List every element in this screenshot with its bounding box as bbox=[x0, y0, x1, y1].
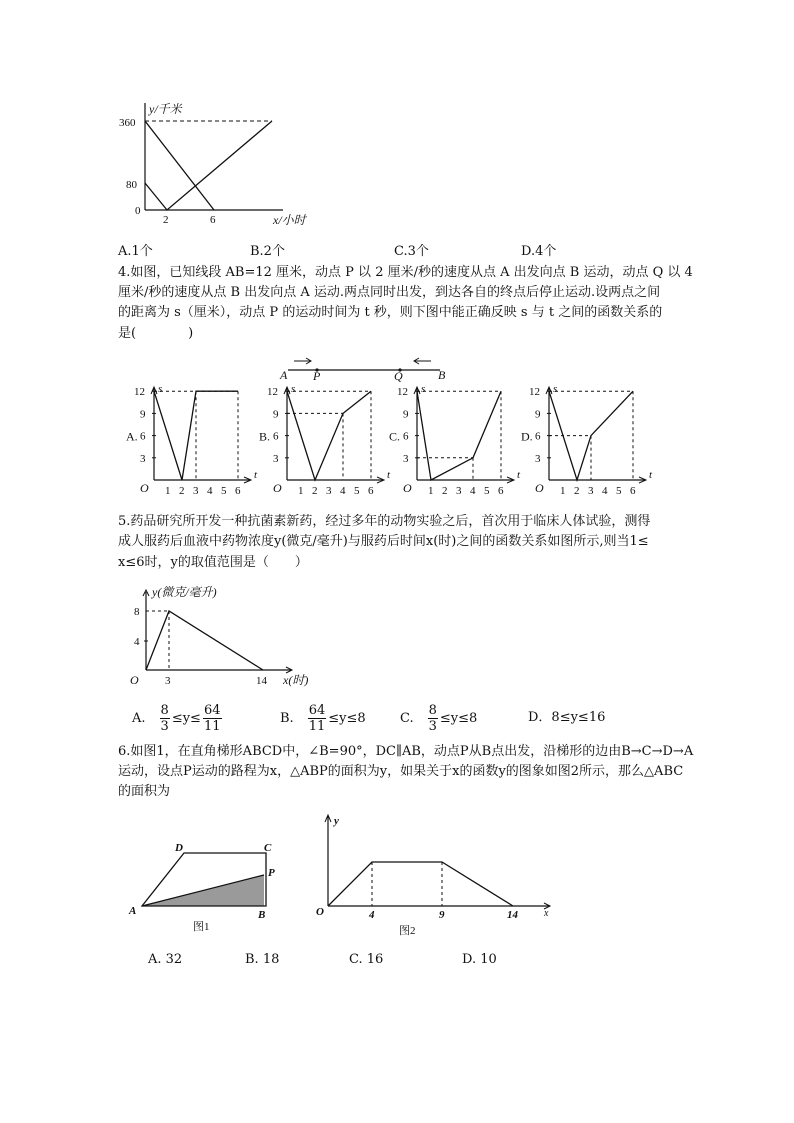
y-tick-label: 12 bbox=[397, 386, 408, 399]
data-line bbox=[287, 391, 371, 480]
q5-x-label: x(时) bbox=[283, 673, 309, 687]
q5-y-tick: 8 bbox=[134, 606, 140, 618]
fig1-label-p: P bbox=[268, 867, 275, 879]
fig1-label-d: D bbox=[175, 842, 183, 854]
fig2-caption: 图2 bbox=[399, 925, 416, 937]
y-tick-label: 6 bbox=[403, 430, 409, 443]
q5-x-tick: 3 bbox=[165, 675, 171, 687]
fig2-origin: O bbox=[316, 906, 324, 918]
q6-figure1 bbox=[120, 840, 290, 935]
q5-y-tick: 4 bbox=[134, 636, 140, 648]
y-tick-label: 6 bbox=[140, 430, 146, 443]
x-tick-label: 1 bbox=[560, 485, 566, 497]
fig2-x-tick: 4 bbox=[369, 909, 375, 921]
axis-t-label: t bbox=[517, 469, 521, 481]
fig1-label-b: B bbox=[258, 909, 266, 921]
q6-line: 的面积为 bbox=[118, 784, 171, 799]
q6-option-b: B. 18 bbox=[245, 952, 280, 967]
x-tick-label: 5 bbox=[484, 485, 490, 497]
fig2-curve bbox=[328, 862, 513, 906]
q3-y-tick: 80 bbox=[126, 179, 137, 191]
q4-line: 的距离为 s（厘米），动点 P 的运动时间为 t 秒，则下图中能正确反映 s 与 t 之间的函数关系的 bbox=[118, 305, 663, 320]
q3-option-c: C.3个 bbox=[394, 244, 429, 259]
x-tick-label: 2 bbox=[312, 485, 318, 497]
x-tick-label: 4 bbox=[207, 485, 213, 497]
q3-x-tick: 6 bbox=[210, 214, 216, 226]
x-tick-label: 4 bbox=[340, 485, 346, 497]
origin-label: O bbox=[535, 481, 544, 495]
q6-option-a: A. 32 bbox=[148, 952, 183, 967]
q3-y-label: y/千米 bbox=[149, 102, 182, 116]
q5-option-b: B. $\frac{64}{11}$ ≤y≤8 bbox=[280, 702, 366, 734]
x-tick-label: 4 bbox=[470, 485, 476, 497]
q6-option-d: D. 10 bbox=[462, 952, 497, 967]
q6-option-c: C. 16 bbox=[349, 952, 384, 967]
y-tick-label: 9 bbox=[273, 408, 279, 421]
q3-graph bbox=[115, 95, 315, 235]
q3-x-tick: 2 bbox=[163, 214, 169, 226]
y-tick-label: 6 bbox=[273, 430, 279, 443]
fig1-caption: 图1 bbox=[193, 921, 210, 933]
q5-y-label: y(微克/毫升) bbox=[152, 585, 217, 599]
origin-label: O bbox=[273, 481, 282, 495]
q3-line2 bbox=[145, 121, 272, 210]
q5-origin: O bbox=[130, 673, 139, 687]
segment-label-q: Q bbox=[394, 369, 403, 383]
x-tick-label: 2 bbox=[179, 485, 185, 497]
q4-graph-d bbox=[515, 380, 665, 495]
fig2-x-tick: 14 bbox=[507, 909, 518, 921]
y-tick-label: 3 bbox=[273, 452, 279, 465]
q5-line: 5.药品研究所开发一种抗菌素新药，经过多年的动物实验之后，首次用于临床人体试验，测得 bbox=[118, 514, 651, 529]
q5-line: 成人服药后血液中药物浓度y(微克/毫升)与服药后时间x(时)之间的函数关系如图所示,则当1≤ bbox=[118, 534, 649, 549]
fig2-x-label: x bbox=[544, 908, 549, 919]
axis-t-label: t bbox=[387, 469, 391, 481]
origin-label: O bbox=[140, 481, 149, 495]
fig2-y-label: y bbox=[334, 815, 339, 827]
x-tick-label: 5 bbox=[616, 485, 622, 497]
x-tick-label: 1 bbox=[165, 485, 171, 497]
segment-label-a: A bbox=[280, 368, 288, 382]
graph-letter: A. bbox=[126, 429, 138, 444]
q4-line: 是( ) bbox=[118, 326, 194, 341]
x-tick-label: 3 bbox=[588, 485, 594, 497]
axis-t-label: t bbox=[254, 469, 258, 481]
axis-s-label: s bbox=[291, 383, 296, 395]
y-tick-label: 12 bbox=[267, 386, 278, 399]
q5-curve bbox=[146, 611, 263, 670]
q6-line: 6.如图1，在直角梯形ABCD中，∠B=90°，DC∥AB，动点P从B点出发，沿梯形的边由B→C→D→A bbox=[118, 744, 694, 759]
q3-y-tick: 360 bbox=[119, 117, 136, 129]
q4-graph-b bbox=[253, 380, 403, 495]
graph-letter: D. bbox=[521, 429, 533, 444]
q6-figure2 bbox=[310, 810, 560, 940]
x-tick-label: 6 bbox=[498, 485, 504, 497]
q5-x-tick: 14 bbox=[256, 675, 267, 687]
graph-letter: C. bbox=[389, 429, 401, 444]
axis-t-label: t bbox=[649, 469, 653, 481]
q3-option-d: D.4个 bbox=[521, 244, 557, 259]
axis-s-label: s bbox=[421, 383, 426, 395]
x-tick-label: 1 bbox=[428, 485, 434, 497]
fig1-label-c: C bbox=[264, 842, 272, 854]
q5-graph bbox=[120, 582, 330, 692]
y-tick-label: 9 bbox=[535, 408, 541, 421]
origin-label: O bbox=[403, 481, 412, 495]
x-tick-label: 3 bbox=[456, 485, 462, 497]
x-tick-label: 5 bbox=[221, 485, 227, 497]
y-tick-label: 3 bbox=[535, 452, 541, 465]
q3-option-b: B.2个 bbox=[250, 244, 285, 259]
q4-segment-diagram bbox=[280, 355, 460, 381]
q6-line: 运动，设点P运动的路程为x，△ABP的面积为y，如果关于x的函数y的图象如图2所示，那么△ABC bbox=[118, 764, 684, 779]
fig2-x-tick: 9 bbox=[439, 909, 445, 921]
axis-s-label: s bbox=[158, 383, 163, 395]
x-tick-label: 2 bbox=[574, 485, 580, 497]
y-tick-label: 12 bbox=[529, 386, 540, 399]
segment-label-b: B bbox=[438, 368, 446, 382]
q5-option-d: D．8≤y≤16 bbox=[528, 710, 606, 725]
x-tick-label: 2 bbox=[442, 485, 448, 497]
x-tick-label: 5 bbox=[354, 485, 360, 497]
q5-option-c: C. $\frac{8}{3}$ ≤y≤8 bbox=[400, 702, 478, 734]
q3-option-a: A.1个 bbox=[118, 244, 153, 259]
q4-graph-a bbox=[120, 380, 270, 495]
segment-label-p: P bbox=[313, 369, 321, 383]
axis-s-label: s bbox=[553, 383, 558, 395]
x-tick-label: 1 bbox=[298, 485, 304, 497]
x-tick-label: 4 bbox=[602, 485, 608, 497]
y-tick-label: 6 bbox=[535, 430, 541, 443]
q3-y-tick: 0 bbox=[135, 205, 141, 217]
fig1-label-a: A bbox=[129, 905, 137, 917]
q4-line: 厘米/秒的速度从点 B 出发向点 A 运动.两点同时出发，到达各自的终点后停止运动.设两点之间 bbox=[118, 285, 661, 300]
x-tick-label: 3 bbox=[326, 485, 332, 497]
q4-line: 4.如图，已知线段 AB=12 厘米，动点 P 以 2 厘米/秒的速度从点 A 出发向点 B 运动，动点 Q 以 4 bbox=[118, 265, 693, 280]
y-tick-label: 12 bbox=[134, 386, 145, 399]
q4-graph-c bbox=[383, 380, 533, 495]
data-line bbox=[417, 391, 501, 480]
y-tick-label: 3 bbox=[140, 452, 146, 465]
q5-line: x≤6时，y的取值范围是（ ） bbox=[118, 555, 308, 570]
y-tick-label: 9 bbox=[140, 408, 146, 421]
x-tick-label: 6 bbox=[630, 485, 636, 497]
x-tick-label: 6 bbox=[235, 485, 241, 497]
q5-option-a: A. $\frac{8}{3}$ ≤y≤ $\frac{64}{11}$ bbox=[132, 702, 221, 734]
x-tick-label: 6 bbox=[368, 485, 374, 497]
x-tick-label: 3 bbox=[193, 485, 199, 497]
graph-letter: B. bbox=[259, 429, 271, 444]
y-tick-label: 3 bbox=[403, 452, 409, 465]
q3-x-label: x/小时 bbox=[273, 213, 306, 227]
y-tick-label: 9 bbox=[403, 408, 409, 421]
